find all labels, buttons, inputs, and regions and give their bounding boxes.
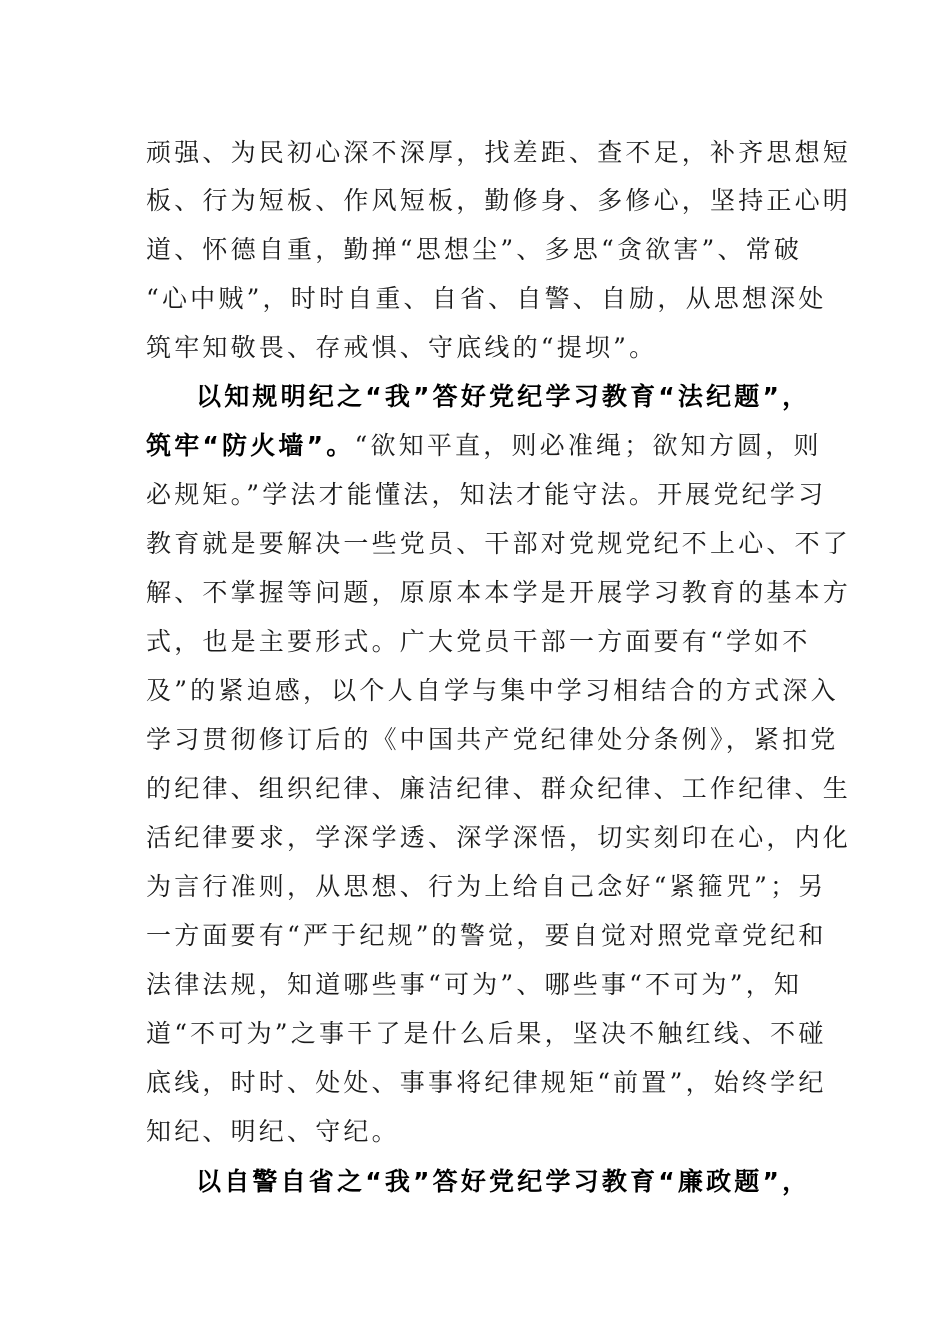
paragraph-line: 底线，时时、处处、事事将纪律规矩“前置”，始终学纪	[146, 1068, 827, 1097]
paragraph-line: 解、不掌握等问题，原原本本学是开展学习教育的基本方	[146, 578, 852, 607]
paragraph-line: 筑牢知敬畏、存戒惧、守底线的“提坝”。	[146, 333, 658, 362]
paragraph-line: 的纪律、组织纪律、廉洁纪律、群众纪律、工作纪律、生	[146, 774, 852, 803]
paragraph-line: 式，也是主要形式。广大党员干部一方面要有“学如不	[146, 627, 811, 656]
section-heading: 以自警自省之“我”答好党纪学习教育“廉政题”，	[196, 1167, 811, 1196]
paragraph-line: 板、行为短板、作风短板，勤修身、多修心，坚持正心明	[146, 186, 852, 215]
paragraph-line: 知纪、明纪、守纪。	[146, 1117, 400, 1146]
paragraph-line: 道“不可为”之事干了是什么后果，坚决不触红线、不碰	[146, 1019, 827, 1048]
paragraph-line: 及”的紧迫感，以个人自学与集中学习相结合的方式深入	[146, 676, 839, 705]
paragraph-line: 学习贯彻修订后的《中国共产党纪律处分条例》，紧扣党	[146, 725, 839, 754]
paragraph-line: 必规矩。”学法才能懂法，知法才能守法。开展党纪学习	[146, 480, 827, 509]
paragraph-line	[146, 426, 822, 466]
paragraph-line: 顽强、为民初心深不深厚，找差距、查不足，补齐思想短	[146, 138, 852, 167]
paragraph-line: 教育就是要解决一些党员、干部对党规党纪不上心、不了	[146, 529, 852, 558]
paragraph-line: 一方面要有“严于纪规”的警觉，要自觉对照党章党纪和	[146, 921, 827, 950]
paragraph-line: 活纪律要求，学深学透、深学深悟，切实刻印在心，内化	[146, 823, 852, 852]
paragraph-text: “欲知平直，则必准绳；欲知方圆，则	[354, 431, 822, 460]
paragraph-line: 为言行准则，从思想、行为上给自己念好“紧箍咒”；另	[146, 872, 827, 901]
section-heading: 以知规明纪之“我”答好党纪学习教育“法纪题”，	[196, 382, 811, 411]
paragraph-line: “心中贼”，时时自重、自省、自警、自励，从思想深处	[146, 284, 827, 313]
paragraph-line: 法律法规，知道哪些事“可为”、哪些事“不可为”，知	[146, 970, 803, 999]
section-heading-continuation: 筑牢“防火墙”。	[146, 431, 355, 460]
paragraph-line: 道、怀德自重，勤掸“思想尘”、多思“贪欲害”、常破	[146, 235, 803, 264]
